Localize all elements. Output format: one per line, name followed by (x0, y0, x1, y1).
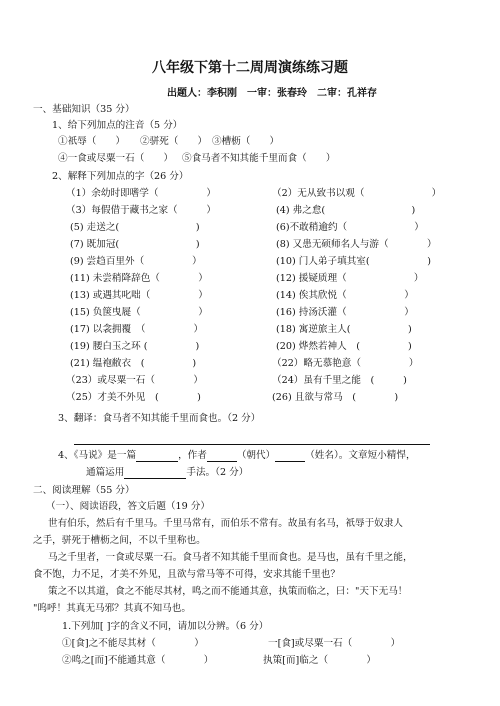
p2-q1-item: ①[食]之不能尽其材（ ） (62, 638, 204, 649)
q4-text: 通篇运用 (86, 467, 125, 478)
part1-heading: 一、基础知识（35 分） (33, 104, 135, 115)
q1-item: ①祇辱（ ） (58, 136, 126, 147)
q2-item: (7) 既加冠( ) (70, 239, 200, 250)
q4-text: （朝代） (236, 450, 276, 461)
q4-line-1 (58, 449, 416, 462)
q2-item: （2）无从致书以观（ ） (272, 188, 442, 199)
q2-item: (18) 寓逆旅主人( ) (276, 324, 412, 335)
blank-technique[interactable] (124, 468, 186, 479)
q2-item: (13) 或遇其叱咄（ ） (70, 290, 208, 301)
p2-q1-item: ②鸣之[而]不能通其意（ ） (62, 655, 214, 666)
page-title: 八年级下第十二周周演练练习题 (152, 60, 348, 76)
q2-item: (10) 门人弟子填其室( ) (276, 256, 431, 267)
q2-item: (5) 走送之( ) (70, 222, 200, 233)
passage-line: 世有伯乐，然后有千里马。千里马常有，而伯乐不常有。故虽有名马，祇辱于奴隶人 (48, 518, 403, 529)
q2-item: (21) 缊袍敝衣 ( ) (70, 358, 197, 369)
q2-item: (26) 且欲与常马 ( ) (272, 392, 399, 403)
q2-item: (6)不敢稍逾约（ ） (276, 222, 424, 233)
q2-item: (11) 未尝稍降辞色（ ） (70, 273, 208, 284)
q4-text: 手法。（2 分） (186, 467, 249, 478)
q2-item: （22）略无慕艳意（ ） (272, 358, 419, 369)
q2-item: (14) 俟其欣悦（ ） (276, 290, 414, 301)
passage-line: "呜呼！其真无马邪？其真不知马也。 (33, 603, 191, 614)
q2-item: (16) 持汤沃灌（ ） (276, 307, 414, 318)
q2-item: （23）或尽粟一石（ ） (66, 375, 203, 386)
q2-item: （25）才美不外见 ( ) (66, 392, 201, 403)
q1-item: ④一食或尽粟一石（ ） (58, 153, 174, 164)
q3-heading: 3、翻译：食马者不知其能千里而食也。（2 分） (58, 413, 261, 424)
q4-text: （姓名）。文章短小精悍， (305, 450, 416, 461)
passage-line: 之手，骈死于槽枥之间，不以千里称也。 (33, 535, 206, 546)
q2-item: (17) 以衾拥覆 （ ） (70, 324, 204, 335)
part2-subheading: （一）、阅读语段，答文后题（19 分） (46, 501, 210, 512)
q2-item: (19) 腰白玉之环 ( ) (70, 341, 200, 352)
q2-item: (20) 烨然若神人 ( ) (276, 341, 412, 352)
q4-text: 4、《马说》是一篇 (58, 450, 137, 461)
q2-item: （1）余幼时即嗜学（ ） (66, 188, 217, 199)
passage-line: 食不饱，力不足，才美不外见，且欲与常马等不可得，安求其能千里也？ (33, 569, 340, 580)
q1-item: ②骈死（ ） (140, 136, 208, 147)
q2-heading: 2、解释下列加点的字（26 分） (52, 171, 189, 182)
q2-item: (4) 弗之怠( ) (276, 205, 416, 216)
blank-genre[interactable] (136, 451, 178, 462)
authors-line: 出题人：李积刚 一审：张春玲 二审：孔祥存 (167, 88, 377, 99)
passage-line: 策之不以其道，食之不能尽其材，鸣之而不能通其意，执策而临之，曰："天下无马！ (48, 586, 408, 597)
q1-heading: 1、给下列加点的注音（5 分） (52, 120, 183, 131)
q4-line-2 (86, 466, 248, 479)
q2-item: （24）虽有千里之能 ( ) (272, 375, 407, 386)
p2-q1-item: 一[食]或尽粟一石（ ） (268, 638, 401, 649)
q4-text: ，作者 (178, 450, 207, 461)
passage-line: 马之千里者，一食或尽粟一石。食马者不知其能千里而食也。是马也，虽有千里之能， (48, 552, 413, 563)
q2-item: (8) 又患无硕师名人与游（ ） (276, 239, 437, 250)
p2-q1-heading: 1.下列加[ ]字的含义不同，请加以分辨。（6 分） (62, 621, 269, 632)
part2-heading: 二、阅读理解（55 分） (33, 485, 135, 496)
answer-line (74, 444, 430, 445)
q2-item: (15) 负箧曳屣（ ） (70, 307, 208, 318)
q2-item: (9) 尝趋百里外（ ） (70, 256, 202, 267)
q2-item: (12) 援疑质理（ ） (276, 273, 424, 284)
blank-dynasty[interactable] (207, 451, 237, 462)
p2-q1-item: 执策[而]临之（ ） (263, 655, 377, 666)
q1-item: ⑤食马者不知其能千里而食（ ） (182, 153, 336, 164)
blank-author-name[interactable] (275, 451, 305, 462)
q2-item: （3）每假借于藏书之家（ ） (66, 205, 217, 216)
q1-item: ③槽枥（ ） (212, 136, 280, 147)
